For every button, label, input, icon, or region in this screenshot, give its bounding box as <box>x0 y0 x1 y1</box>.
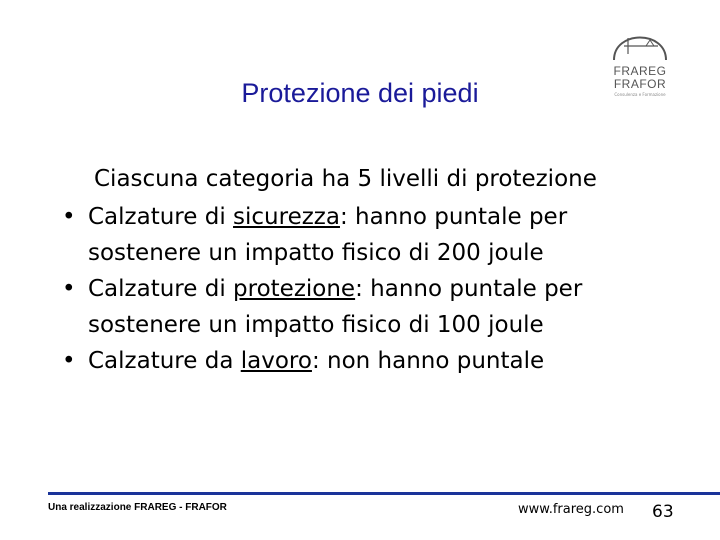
bullet-text: Calzature di <box>88 276 234 302</box>
bullet-term: sicurezza <box>233 204 340 230</box>
bullet-text: : non hanno puntale <box>311 348 545 374</box>
bullet-text: Calzature di <box>88 204 234 230</box>
page-number: 63 <box>652 502 674 522</box>
bullet-text: Calzature da <box>88 348 241 374</box>
bullet-text: : hanno puntale per <box>339 204 568 230</box>
intro-text: Ciascuna categoria ha 5 livelli di protezione <box>94 166 597 192</box>
footer-url: www.frareg.com <box>518 502 624 517</box>
bullet-list <box>56 199 582 379</box>
slide-title: Protezione dei piedi <box>241 78 479 108</box>
bullet-continuation: sostenere un impatto fisico di 100 joule <box>88 312 544 338</box>
bullet-dot-icon: • <box>62 276 76 302</box>
footer-divider <box>48 492 720 495</box>
bullet-item-lavoro <box>56 343 582 379</box>
bullet-term: lavoro <box>240 348 312 374</box>
bullet-dot-icon: • <box>62 348 76 374</box>
bullet-item-sicurezza <box>56 199 582 271</box>
house-arc-icon <box>610 22 670 62</box>
bullet-term: protezione <box>233 276 356 302</box>
footer-credit: Una realizzazione FRAREG - FRAFOR <box>48 502 227 513</box>
logo-tagline: Consulenza e Formazione <box>614 92 666 97</box>
logo-text-frafor: FRAFOR <box>613 77 667 91</box>
bullet-text: : hanno puntale per <box>355 276 583 302</box>
bullet-item-protezione <box>56 271 582 343</box>
bullet-dot-icon: • <box>62 204 76 230</box>
frareg-logo <box>606 22 674 106</box>
logo-text-frareg: FRAREG <box>613 64 667 78</box>
bullet-continuation: sostenere un impatto fisico di 200 joule <box>88 240 544 266</box>
